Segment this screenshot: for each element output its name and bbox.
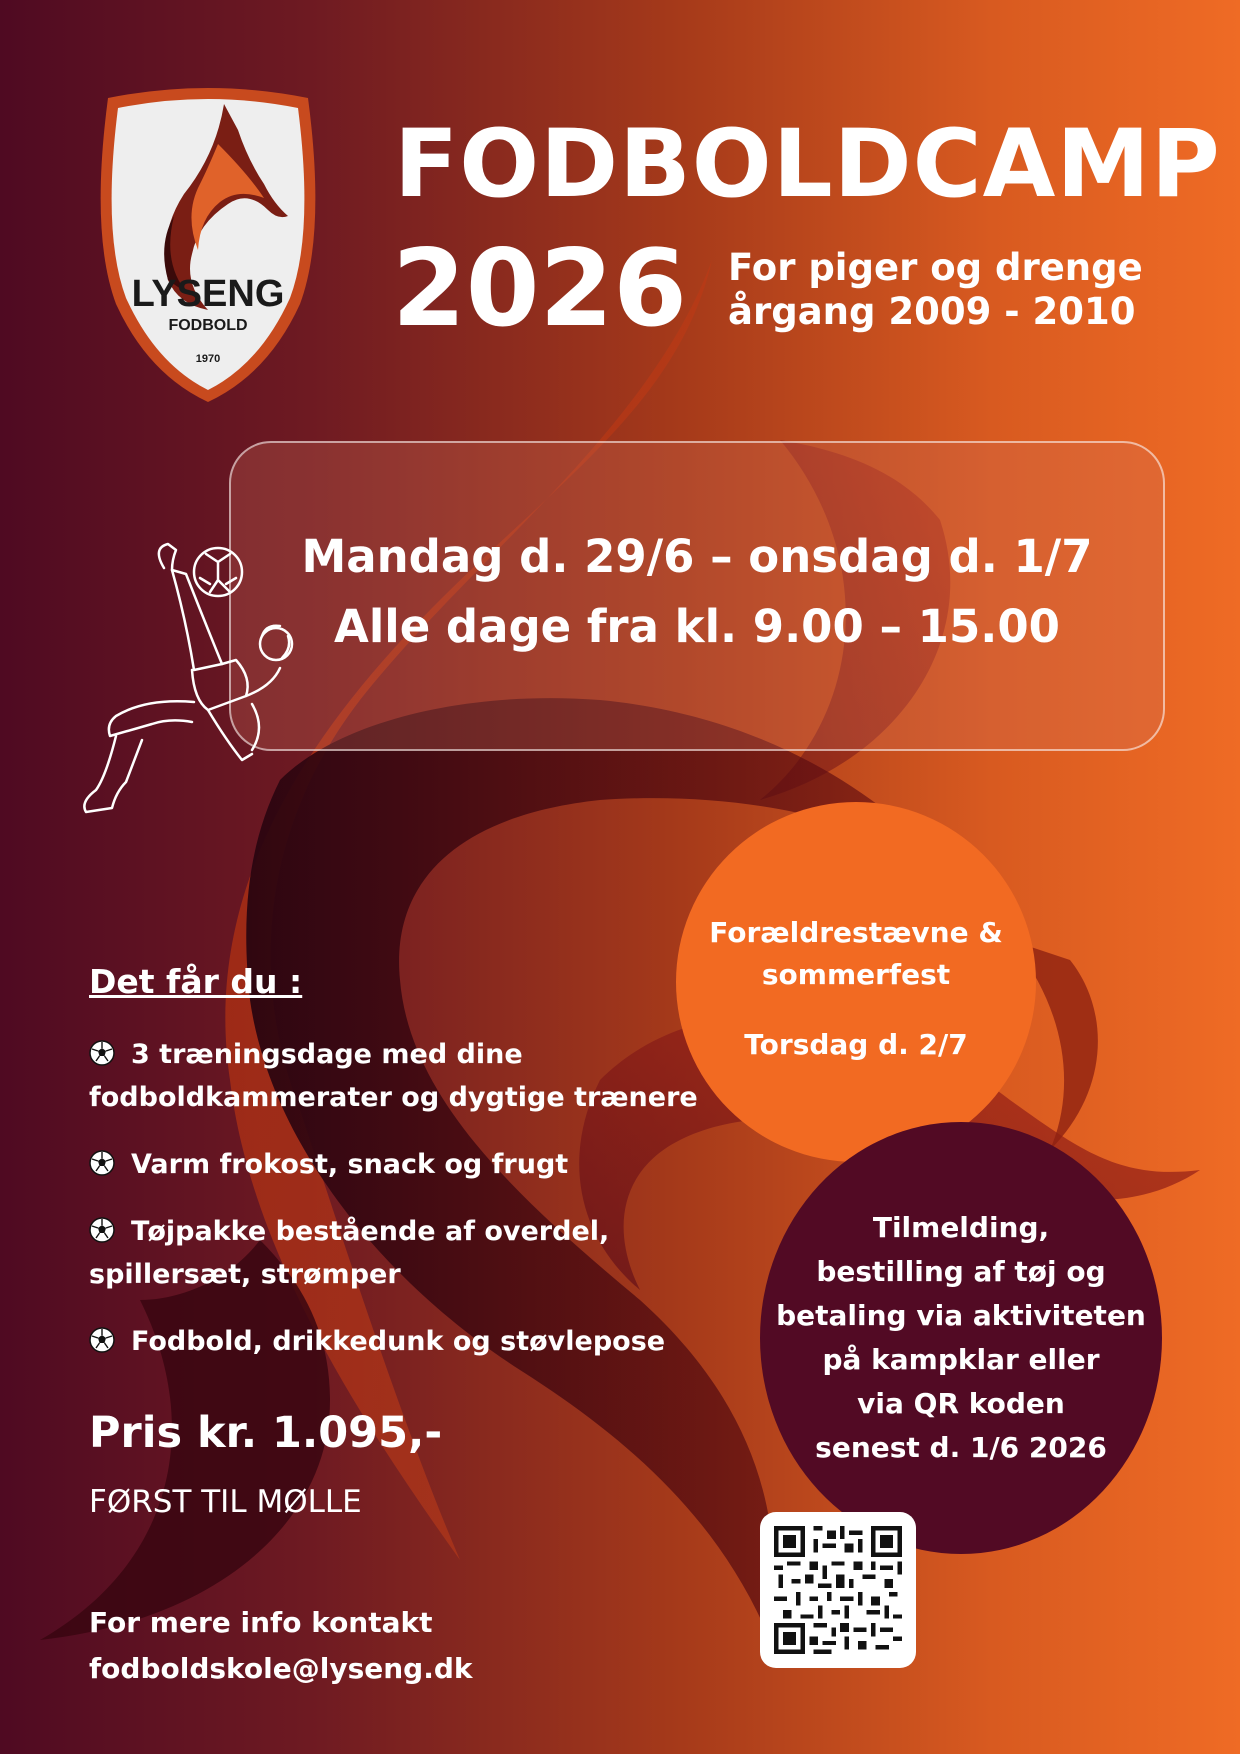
- signup-line: bestilling af tøj og: [816, 1255, 1106, 1288]
- signup-line: senest d. 1/6 2026: [815, 1431, 1107, 1464]
- crest-name: LYSENG: [131, 273, 285, 315]
- benefits-heading: Det får du :: [89, 962, 303, 1001]
- daily-hours: Alle dage fra kl. 9.00 – 15.00: [334, 600, 1060, 653]
- soccer-ball-icon: [89, 1040, 115, 1066]
- first-come-note: FØRST TIL MØLLE: [89, 1484, 362, 1520]
- crest-year: 1970: [195, 353, 221, 365]
- soccer-ball-icon: [89, 1150, 115, 1176]
- benefit-item: [89, 1033, 699, 1119]
- contact-email[interactable]: fodboldskole@lyseng.dk: [89, 1652, 473, 1685]
- soccer-ball-icon: [89, 1327, 115, 1353]
- benefit-item: [89, 1210, 699, 1296]
- club-crest: [88, 84, 328, 404]
- signup-line: på kampklar eller: [822, 1343, 1100, 1376]
- qr-code-icon: [774, 1526, 902, 1654]
- signup-line: betaling via aktiviteten: [776, 1299, 1146, 1332]
- crest-sub: FODBOLD: [168, 317, 248, 334]
- benefit-item: [89, 1143, 699, 1186]
- signup-line: via QR koden: [857, 1387, 1065, 1420]
- benefit-text: Tøjpakke bestående af overdel, spillersæt, strømper: [89, 1216, 610, 1290]
- camp-year: 2026: [392, 227, 688, 350]
- subtitle-line-2: årgang 2009 - 2010: [728, 290, 1136, 333]
- page-title: FODBOLDCAMP: [394, 110, 1221, 219]
- benefit-item: [89, 1320, 699, 1363]
- signup-line: Tilmelding,: [872, 1211, 1050, 1244]
- event-title: Forældrestævne & sommerfest: [709, 916, 1003, 991]
- contact-label: For mere info kontakt: [89, 1606, 433, 1639]
- event-date: Torsdag d. 2/7: [744, 1028, 968, 1061]
- date-panel: [229, 441, 1165, 751]
- qr-code[interactable]: [760, 1512, 916, 1668]
- player-illustration-icon: [76, 540, 316, 840]
- benefit-text: Varm frokost, snack og frugt: [131, 1149, 569, 1180]
- benefit-text: 3 træningsdage med dine fodboldkammerater og dygtige trænere: [89, 1039, 698, 1113]
- soccer-ball-icon: [89, 1217, 115, 1243]
- benefit-text: Fodbold, drikkedunk og støvlepose: [131, 1326, 666, 1357]
- subtitle-line-1: For piger og drenge: [728, 246, 1143, 289]
- target-audience: [728, 246, 1143, 334]
- date-range: Mandag d. 29/6 – onsdag d. 1/7: [301, 530, 1093, 583]
- contact-info: [89, 1600, 473, 1692]
- signup-info: [760, 1206, 1162, 1470]
- price: Pris kr. 1.095,-: [89, 1408, 443, 1458]
